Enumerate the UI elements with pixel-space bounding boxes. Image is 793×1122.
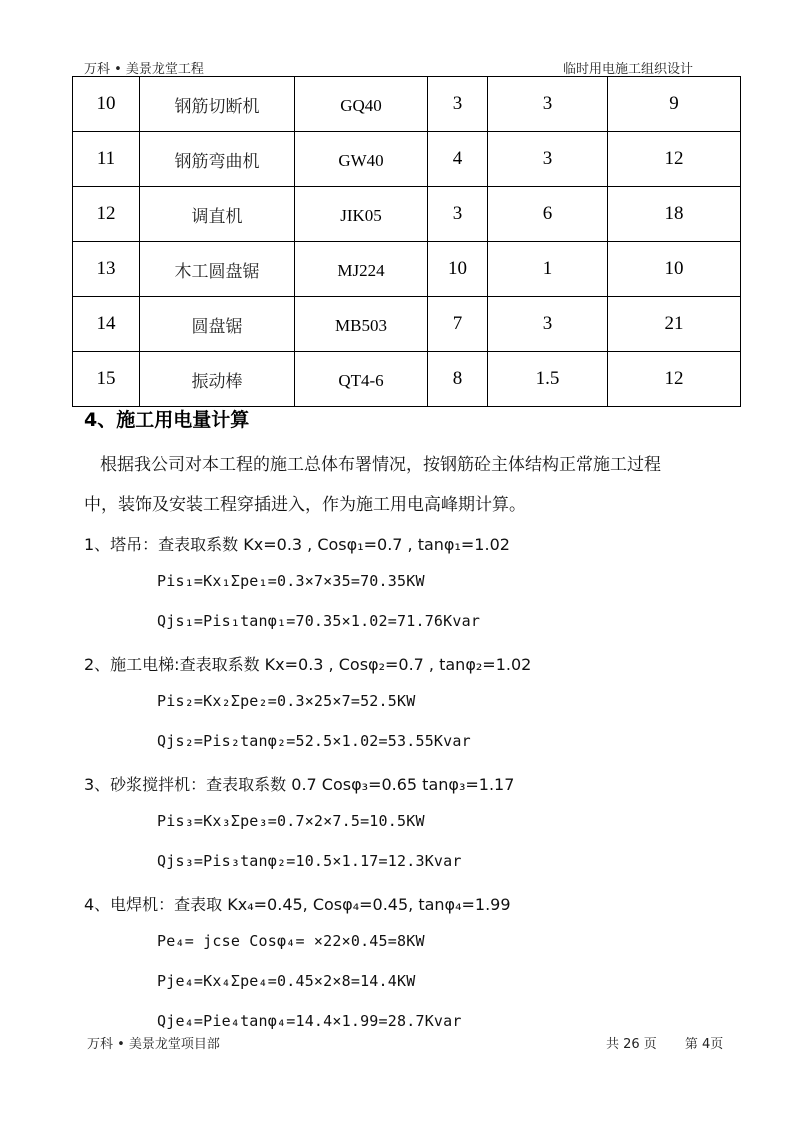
calc-welder-title: 4、电焊机：查表取 Kx₄=0.45, Cosφ₄=0.45, tanφ₄=1.99 [84, 895, 511, 914]
calc-mortar-mixer-qjs: Qjs₃=Pis₃tanφ₂=10.5×1.17=12.3Kvar [157, 852, 462, 870]
cell-total: 10 [608, 242, 741, 297]
cell-total: 18 [608, 187, 741, 242]
footer-current-page: 第 4页 [684, 1037, 724, 1052]
calc-construction-elevator-title: 2、施工电梯:查表取系数 Kx=0.3 , Cosφ₂=0.7 , tanφ₂=1.02 [84, 655, 532, 674]
cell-name: 钢筋切断机 [140, 77, 295, 132]
calc-welder-pe: Pe₄= jcse Cosφ₄= ×22×0.45=8KW [157, 932, 425, 950]
section-heading: 4、施工用电量计算 [84, 409, 250, 431]
cell-model: MB503 [295, 297, 428, 352]
cell-power: 3 [488, 297, 608, 352]
calc-mortar-mixer-title: 3、砂浆搅拌机：查表取系数 0.7 Cosφ₃=0.65 tanφ₃=1.17 [84, 775, 515, 794]
table-row [73, 77, 741, 132]
cell-no: 14 [73, 297, 140, 352]
cell-power: 1 [488, 242, 608, 297]
intro-paragraph-line-1: 根据我公司对本工程的施工总体布署情况，按钢筋砼主体结构正常施工过程 [100, 455, 661, 475]
cell-no: 10 [73, 77, 140, 132]
calc-tower-crane-title: 1、塔吊：查表取系数 Kx=0.3 , Cosφ₁=0.7 , tanφ₁=1.02 [84, 535, 510, 554]
cell-name: 调直机 [140, 187, 295, 242]
calc-construction-elevator-pis: Pis₂=Kx₂Σpe₂=0.3×25×7=52.5KW [157, 692, 416, 710]
table-row [73, 187, 741, 242]
calc-welder-pje: Pje₄=Kx₄Σpe₄=0.45×2×8=14.4KW [157, 972, 416, 990]
footer-total-pages: 共 26 页 [606, 1037, 657, 1052]
cell-power: 6 [488, 187, 608, 242]
cell-model: GW40 [295, 132, 428, 187]
cell-model: QT4-6 [295, 352, 428, 407]
calc-mortar-mixer-pis: Pis₃=Kx₃Σpe₃=0.7×2×7.5=10.5KW [157, 812, 425, 830]
equipment-table [72, 76, 741, 407]
cell-model: JIK05 [295, 187, 428, 242]
cell-no: 12 [73, 187, 140, 242]
footer-department: 万科 • 美景龙堂项目部 [87, 1037, 220, 1052]
cell-total: 12 [608, 352, 741, 407]
cell-qty: 3 [428, 77, 488, 132]
table-row [73, 352, 741, 407]
cell-total: 12 [608, 132, 741, 187]
cell-total: 9 [608, 77, 741, 132]
table-row [73, 132, 741, 187]
cell-name: 木工圆盘锯 [140, 242, 295, 297]
calc-tower-crane-qjs: Qjs₁=Pis₁tanφ₁=70.35×1.02=71.76Kvar [157, 612, 481, 630]
cell-name: 钢筋弯曲机 [140, 132, 295, 187]
cell-power: 1.5 [488, 352, 608, 407]
cell-qty: 4 [428, 132, 488, 187]
cell-qty: 8 [428, 352, 488, 407]
cell-model: GQ40 [295, 77, 428, 132]
cell-power: 3 [488, 77, 608, 132]
header-document-title: 临时用电施工组织设计 [563, 62, 694, 77]
cell-qty: 3 [428, 187, 488, 242]
cell-name: 圆盘锯 [140, 297, 295, 352]
table-row [73, 242, 741, 297]
cell-power: 3 [488, 132, 608, 187]
cell-no: 15 [73, 352, 140, 407]
calc-tower-crane-pis: Pis₁=Kx₁Σpe₁=0.3×7×35=70.35KW [157, 572, 425, 590]
cell-no: 13 [73, 242, 140, 297]
intro-paragraph-line-2: 中，装饰及安装工程穿插进入，作为施工用电高峰期计算。 [84, 495, 526, 515]
cell-model: MJ224 [295, 242, 428, 297]
footer-page-info [606, 1033, 723, 1052]
table-row [73, 297, 741, 352]
header-project-name: 万科 • 美景龙堂工程 [84, 62, 204, 77]
calc-construction-elevator-qjs: Qjs₂=Pis₂tanφ₂=52.5×1.02=53.55Kvar [157, 732, 471, 750]
calc-welder-qje: Qje₄=Pie₄tanφ₄=14.4×1.99=28.7Kvar [157, 1012, 462, 1030]
cell-qty: 10 [428, 242, 488, 297]
cell-qty: 7 [428, 297, 488, 352]
cell-total: 21 [608, 297, 741, 352]
cell-no: 11 [73, 132, 140, 187]
cell-name: 振动棒 [140, 352, 295, 407]
